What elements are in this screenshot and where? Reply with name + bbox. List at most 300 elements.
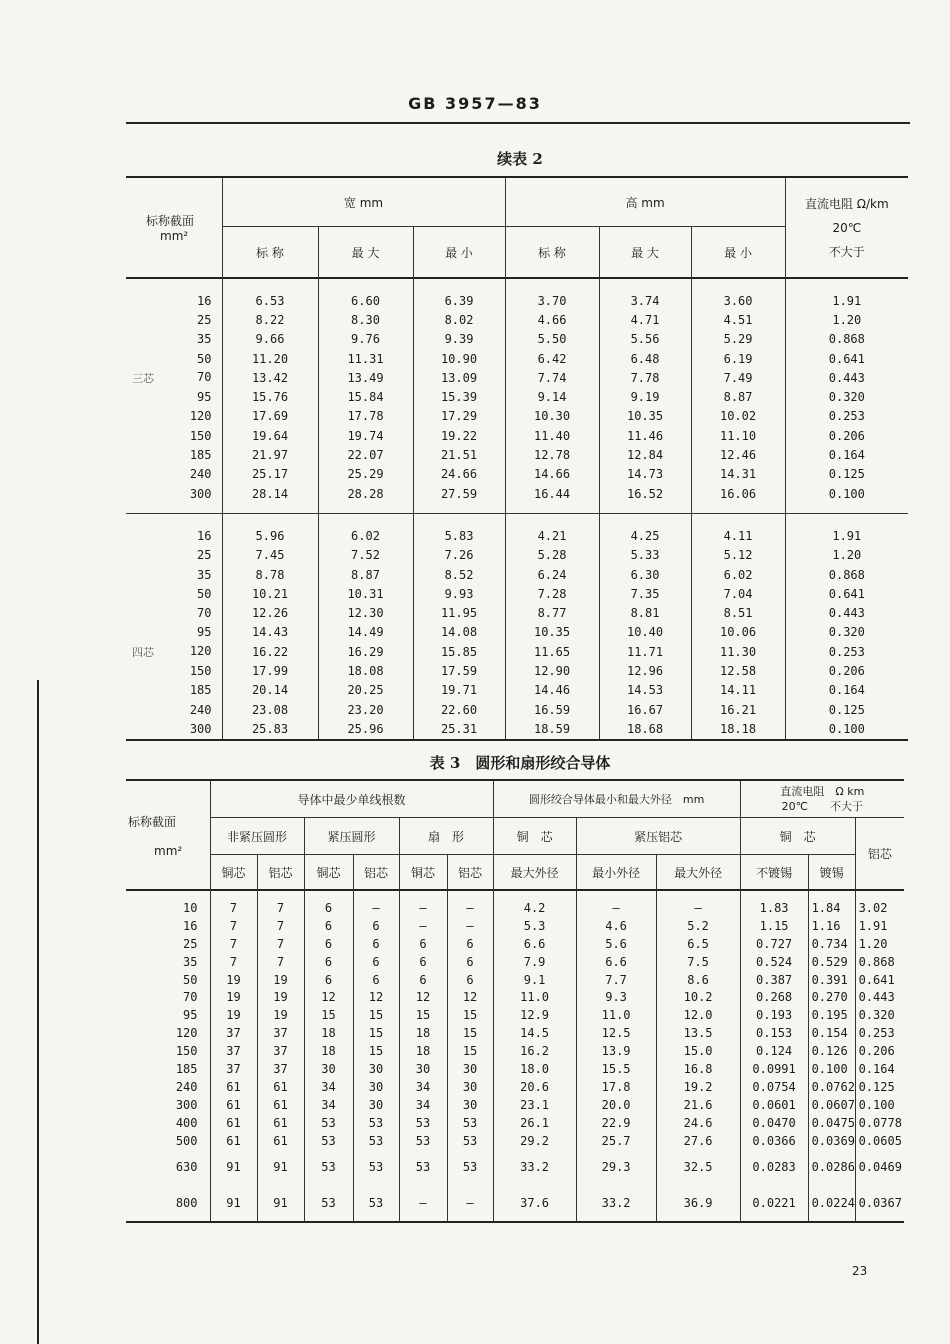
value-cell: 53 <box>447 1114 493 1132</box>
value-cell: 30 <box>353 1096 399 1114</box>
value-cell: 5.29 <box>691 330 785 349</box>
section-cell: 16 <box>183 918 198 933</box>
value-cell: 1.20 <box>785 546 908 565</box>
value-cell: 6 <box>304 917 353 935</box>
value-cell: 7.26 <box>413 546 505 565</box>
value-cell: 6 <box>353 917 399 935</box>
value-cell: 6.39 <box>413 291 505 310</box>
table-row <box>126 681 908 700</box>
value-cell: 37 <box>210 1024 257 1042</box>
value-cell: 7.35 <box>599 584 691 603</box>
value-cell: 23.08 <box>222 700 318 719</box>
value-cell: 0.727 <box>740 935 808 953</box>
section-cell: 10 <box>183 900 198 915</box>
value-cell: 6.6 <box>576 953 656 971</box>
value-cell: 32.5 <box>656 1149 740 1185</box>
value-cell: 30 <box>447 1096 493 1114</box>
section-value: 120 <box>189 643 212 658</box>
section-cell <box>126 368 222 387</box>
value-cell: 14.11 <box>691 681 785 700</box>
value-cell: 0.253 <box>785 642 908 661</box>
value-cell: 10.35 <box>599 407 691 426</box>
t3-compacted-al-header: 紧压铝芯 <box>576 818 740 855</box>
value-cell: 25.7 <box>576 1132 656 1150</box>
value-cell: 0.387 <box>740 971 808 989</box>
value-cell: 13.09 <box>413 368 505 387</box>
t3-h-copper-1: 铜芯 <box>210 855 257 891</box>
value-cell: 12.78 <box>505 445 599 464</box>
section-cell: 25 <box>197 548 212 563</box>
value-cell: 6.19 <box>691 349 785 368</box>
value-cell: 16.67 <box>599 700 691 719</box>
value-cell: 5.33 <box>599 546 691 565</box>
value-cell: — <box>447 1185 493 1222</box>
value-cell: — <box>447 899 493 917</box>
value-cell: 30 <box>353 1078 399 1096</box>
table-row <box>126 291 908 310</box>
value-cell: 9.1 <box>493 971 576 989</box>
spacer-cell <box>576 890 656 899</box>
table-row <box>126 603 908 622</box>
section-cell <box>126 642 222 661</box>
table3 <box>126 779 904 1223</box>
value-cell: 10.21 <box>222 584 318 603</box>
value-cell: 12 <box>304 988 353 1006</box>
value-cell: 15.0 <box>656 1042 740 1060</box>
t2-section-unit: mm² <box>160 229 189 243</box>
value-cell: — <box>399 899 447 917</box>
t2-height-max: 最 大 <box>599 227 691 279</box>
section-cell: 500 <box>175 1133 198 1148</box>
value-cell: 12 <box>399 988 447 1006</box>
table-row <box>126 719 908 739</box>
section-cell: 150 <box>189 663 212 678</box>
value-cell: 6.02 <box>691 565 785 584</box>
t2-section-header <box>126 177 222 278</box>
core-group-label: 四芯 <box>132 645 154 659</box>
value-cell: 18.59 <box>505 719 599 739</box>
table-row <box>126 526 908 545</box>
value-cell: 0.734 <box>808 935 855 953</box>
value-cell: 4.21 <box>505 526 599 545</box>
value-cell: 0.0221 <box>740 1185 808 1222</box>
value-cell: 7.28 <box>505 584 599 603</box>
spacer-cell <box>413 278 505 291</box>
value-cell: 7 <box>257 935 304 953</box>
value-cell: 6 <box>399 971 447 989</box>
value-cell: 6 <box>353 971 399 989</box>
value-cell: 5.6 <box>576 935 656 953</box>
value-cell: 16.29 <box>318 642 413 661</box>
value-cell: 0.0991 <box>740 1060 808 1078</box>
value-cell: 15.84 <box>318 387 413 406</box>
value-cell: 8.6 <box>656 971 740 989</box>
value-cell: 4.71 <box>599 310 691 329</box>
value-cell: 18 <box>304 1024 353 1042</box>
value-cell: 5.50 <box>505 330 599 349</box>
section-cell: 95 <box>197 625 212 640</box>
core-group-label: 三芯 <box>132 371 154 385</box>
section-cell: 150 <box>175 1044 198 1059</box>
value-cell: 34 <box>399 1078 447 1096</box>
value-cell: 7.5 <box>656 953 740 971</box>
value-cell: 10.31 <box>318 584 413 603</box>
value-cell: 0.0369 <box>808 1132 855 1150</box>
value-cell: 10.02 <box>691 407 785 426</box>
value-cell: 6.53 <box>222 291 318 310</box>
spacer-cell <box>785 514 908 527</box>
value-cell: 9.19 <box>599 387 691 406</box>
section-cell: 240 <box>175 1079 198 1094</box>
section-cell: 150 <box>189 428 212 443</box>
value-cell: 19 <box>257 971 304 989</box>
value-cell: 7.7 <box>576 971 656 989</box>
value-cell: 0.100 <box>785 719 908 739</box>
value-cell: 16.44 <box>505 484 599 503</box>
section-cell: 300 <box>126 719 222 739</box>
value-cell: 0.125 <box>785 700 908 719</box>
t2-resistance-header <box>785 177 908 278</box>
value-cell: 61 <box>257 1132 304 1150</box>
value-cell: 15.85 <box>413 642 505 661</box>
value-cell: 0.320 <box>855 1006 904 1024</box>
value-cell: 18 <box>399 1042 447 1060</box>
table-row <box>126 988 904 1006</box>
t3-cu-resistance-header: 铜 芯 <box>740 818 855 855</box>
value-cell: 7 <box>210 953 257 971</box>
header-rule <box>126 122 910 124</box>
value-cell: 0.206 <box>855 1042 904 1060</box>
value-cell: 15 <box>447 1024 493 1042</box>
table-row <box>126 623 908 642</box>
value-cell: 0.125 <box>855 1078 904 1096</box>
value-cell: 10.90 <box>413 349 505 368</box>
value-cell: 1.91 <box>785 291 908 310</box>
table-row <box>126 899 904 917</box>
value-cell: 15 <box>353 1024 399 1042</box>
value-cell: 20.14 <box>222 681 318 700</box>
value-cell: 0.0762 <box>808 1078 855 1096</box>
spacer-cell <box>413 503 505 514</box>
value-cell: 15.5 <box>576 1060 656 1078</box>
value-cell: 25.17 <box>222 465 318 484</box>
t2-width-header: 宽 mm <box>222 177 505 227</box>
value-cell: 8.30 <box>318 310 413 329</box>
value-cell: 53 <box>304 1185 353 1222</box>
value-cell: 0.100 <box>785 484 908 503</box>
value-cell: 8.87 <box>691 387 785 406</box>
value-cell: 33.2 <box>576 1185 656 1222</box>
spacer-cell <box>505 503 599 514</box>
spacer-cell <box>318 278 413 291</box>
value-cell: — <box>656 899 740 917</box>
value-cell: 6.6 <box>493 935 576 953</box>
value-cell: 12.58 <box>691 661 785 680</box>
value-cell: 17.59 <box>413 661 505 680</box>
value-cell: 0.443 <box>785 603 908 622</box>
value-cell: 53 <box>304 1149 353 1185</box>
spacer-row <box>126 503 908 514</box>
spacer-cell <box>126 278 222 291</box>
section-cell: 240 <box>189 702 212 717</box>
section-cell: 185 <box>189 683 212 698</box>
spacer-cell <box>210 890 257 899</box>
value-cell: 7.49 <box>691 368 785 387</box>
value-cell: 23.1 <box>493 1096 576 1114</box>
value-cell: 61 <box>257 1078 304 1096</box>
value-cell: 22.9 <box>576 1114 656 1132</box>
value-cell: 53 <box>353 1149 399 1185</box>
section-cell: 95 <box>197 390 212 405</box>
value-cell: 61 <box>210 1114 257 1132</box>
value-cell: 8.02 <box>413 310 505 329</box>
value-cell: 26.1 <box>493 1114 576 1132</box>
value-cell: 0.868 <box>785 330 908 349</box>
value-cell: 6 <box>353 953 399 971</box>
table-row <box>126 971 904 989</box>
value-cell: 22.07 <box>318 445 413 464</box>
value-cell: 91 <box>210 1185 257 1222</box>
t3-resistance-header <box>740 780 904 818</box>
value-cell: 15 <box>304 1006 353 1024</box>
table2-caption: 续表 2 <box>497 150 543 168</box>
value-cell: 0.320 <box>785 623 908 642</box>
value-cell: 1.83 <box>740 899 808 917</box>
value-cell: — <box>353 899 399 917</box>
t3-section-unit: mm² <box>154 843 183 858</box>
page-header: GB 3957—83 <box>408 94 542 113</box>
value-cell: 0.0607 <box>808 1096 855 1114</box>
value-cell: 7.04 <box>691 584 785 603</box>
value-cell: 30 <box>399 1060 447 1078</box>
t2-height-header: 高 mm <box>505 177 785 227</box>
value-cell: 37 <box>257 1024 304 1042</box>
spacer-cell <box>353 890 399 899</box>
table-row <box>126 953 904 971</box>
table-row <box>126 368 908 387</box>
value-cell: 15 <box>399 1006 447 1024</box>
value-cell: 0.0283 <box>740 1149 808 1185</box>
spacer-cell <box>599 503 691 514</box>
value-cell: 6 <box>304 935 353 953</box>
value-cell: 13.5 <box>656 1024 740 1042</box>
value-cell: 0.868 <box>855 953 904 971</box>
table-row <box>126 700 908 719</box>
table-row <box>126 661 908 680</box>
section-cell: 16 <box>197 528 212 543</box>
value-cell: 12.0 <box>656 1006 740 1024</box>
spacer-cell <box>691 503 785 514</box>
spacer-cell <box>599 514 691 527</box>
value-cell: 0.0286 <box>808 1149 855 1185</box>
value-cell: 53 <box>353 1132 399 1150</box>
value-cell: 0.0367 <box>855 1185 904 1222</box>
t2-height-min: 最 小 <box>691 227 785 279</box>
value-cell: 6 <box>447 971 493 989</box>
value-cell: 7 <box>257 953 304 971</box>
value-cell: 13.9 <box>576 1042 656 1060</box>
table-row <box>126 917 904 935</box>
value-cell: 6.02 <box>318 526 413 545</box>
table-row <box>126 1042 904 1060</box>
value-cell: 19.71 <box>413 681 505 700</box>
value-cell: 16.59 <box>505 700 599 719</box>
t3-h-max-od-1: 最大外径 <box>493 855 576 891</box>
value-cell: 14.49 <box>318 623 413 642</box>
value-cell: 0.268 <box>740 988 808 1006</box>
value-cell: 37 <box>210 1042 257 1060</box>
section-cell: 120 <box>175 1026 198 1041</box>
t3-non-compacted-header: 非紧压圆形 <box>210 818 304 855</box>
table-row <box>126 1006 904 1024</box>
value-cell: 14.46 <box>505 681 599 700</box>
value-cell: 8.22 <box>222 310 318 329</box>
value-cell: 3.02 <box>855 899 904 917</box>
section-cell: 630 <box>175 1160 198 1175</box>
spacer-row <box>126 514 908 527</box>
value-cell: 34 <box>304 1078 353 1096</box>
value-cell: 0.529 <box>808 953 855 971</box>
value-cell: 7.52 <box>318 546 413 565</box>
table-row <box>126 310 908 329</box>
spacer-cell <box>399 890 447 899</box>
value-cell: 3.60 <box>691 291 785 310</box>
value-cell: 11.71 <box>599 642 691 661</box>
value-cell: 3.74 <box>599 291 691 310</box>
spacer-cell <box>785 503 908 514</box>
t3-compacted-header: 紧压圆形 <box>304 818 399 855</box>
t3-section-label: 标称截面 <box>128 814 177 829</box>
value-cell: 0.868 <box>785 565 908 584</box>
value-cell: 7.9 <box>493 953 576 971</box>
value-cell: 7 <box>257 899 304 917</box>
t3-sector-header: 扇 形 <box>399 818 493 855</box>
t3-copper-core-header: 铜 芯 <box>493 818 576 855</box>
value-cell: 5.28 <box>505 546 599 565</box>
value-cell: 0.641 <box>855 971 904 989</box>
value-cell: 12.84 <box>599 445 691 464</box>
spacer-cell <box>126 503 222 514</box>
t3-diameter-header: 圆形绞合导体最小和最大外径 mm <box>493 780 740 818</box>
value-cell: 4.2 <box>493 899 576 917</box>
section-cell: 120 <box>189 409 212 424</box>
table-row <box>126 426 908 445</box>
spacer-cell <box>257 890 304 899</box>
value-cell: 19.2 <box>656 1078 740 1096</box>
value-cell: 37.6 <box>493 1185 576 1222</box>
value-cell: 27.59 <box>413 484 505 503</box>
value-cell: 53 <box>399 1114 447 1132</box>
value-cell: 14.08 <box>413 623 505 642</box>
value-cell: 9.76 <box>318 330 413 349</box>
table-row <box>126 935 904 953</box>
value-cell: 37 <box>210 1060 257 1078</box>
value-cell: 14.73 <box>599 465 691 484</box>
value-cell: 8.81 <box>599 603 691 622</box>
t3-al-resistance-header: 铝芯 <box>855 818 904 891</box>
value-cell: 14.43 <box>222 623 318 642</box>
section-cell: 95 <box>183 1008 198 1023</box>
spacer-cell <box>222 514 318 527</box>
value-cell: 10.2 <box>656 988 740 1006</box>
t3-section-header <box>126 780 210 890</box>
value-cell: 0.0601 <box>740 1096 808 1114</box>
section-cell: 35 <box>197 332 212 347</box>
value-cell: 7 <box>210 917 257 935</box>
value-cell: 6 <box>399 953 447 971</box>
spacer-cell <box>855 890 904 899</box>
value-cell: 19 <box>210 1006 257 1024</box>
value-cell: 17.8 <box>576 1078 656 1096</box>
t2-resistance-label: 直流电阻 Ω/km <box>804 196 889 211</box>
value-cell: 0.443 <box>855 988 904 1006</box>
value-cell: 10.06 <box>691 623 785 642</box>
section-cell: 400 <box>175 1115 198 1130</box>
value-cell: 28.14 <box>222 484 318 503</box>
value-cell: 0.153 <box>740 1024 808 1042</box>
section-cell: 25 <box>183 936 198 951</box>
t2-resistance-temp: 20℃ <box>832 220 862 235</box>
value-cell: 19.74 <box>318 426 413 445</box>
section-cell: 800 <box>126 1185 210 1222</box>
value-cell: 6 <box>304 971 353 989</box>
value-cell: 16.21 <box>691 700 785 719</box>
value-cell: 12.30 <box>318 603 413 622</box>
value-cell: 10.40 <box>599 623 691 642</box>
value-cell: 29.2 <box>493 1132 576 1150</box>
value-cell: 9.93 <box>413 584 505 603</box>
value-cell: 61 <box>257 1096 304 1114</box>
table-row <box>126 330 908 349</box>
value-cell: 12 <box>353 988 399 1006</box>
value-cell: 8.52 <box>413 565 505 584</box>
value-cell: 4.66 <box>505 310 599 329</box>
value-cell: 7 <box>257 917 304 935</box>
value-cell: 9.39 <box>413 330 505 349</box>
value-cell: 0.391 <box>808 971 855 989</box>
t3-h-untinned: 不镀锡 <box>740 855 808 891</box>
value-cell: 5.83 <box>413 526 505 545</box>
value-cell: 18.08 <box>318 661 413 680</box>
spacer-cell <box>691 514 785 527</box>
section-cell: 300 <box>189 486 212 501</box>
value-cell: 27.6 <box>656 1132 740 1150</box>
value-cell: 17.29 <box>413 407 505 426</box>
value-cell: 1.91 <box>855 917 904 935</box>
value-cell: 8.77 <box>505 603 599 622</box>
value-cell: 6 <box>447 935 493 953</box>
value-cell: 0.164 <box>785 445 908 464</box>
section-cell: 70 <box>183 990 198 1005</box>
spacer-cell <box>304 890 353 899</box>
section-cell: 240 <box>189 467 212 482</box>
value-cell: 9.3 <box>576 988 656 1006</box>
value-cell: 11.65 <box>505 642 599 661</box>
value-cell: 34 <box>304 1096 353 1114</box>
table-row <box>126 465 908 484</box>
value-cell: 53 <box>353 1114 399 1132</box>
table-row <box>126 1096 904 1114</box>
spacer-cell <box>505 514 599 527</box>
table2 <box>126 176 908 741</box>
t3-resistance-sub: 20℃ 不大于 <box>781 800 864 813</box>
section-cell: 70 <box>197 606 212 621</box>
value-cell: 8.51 <box>691 603 785 622</box>
value-cell: — <box>576 899 656 917</box>
value-cell: 18.0 <box>493 1060 576 1078</box>
value-cell: 1.84 <box>808 899 855 917</box>
value-cell: 21.97 <box>222 445 318 464</box>
